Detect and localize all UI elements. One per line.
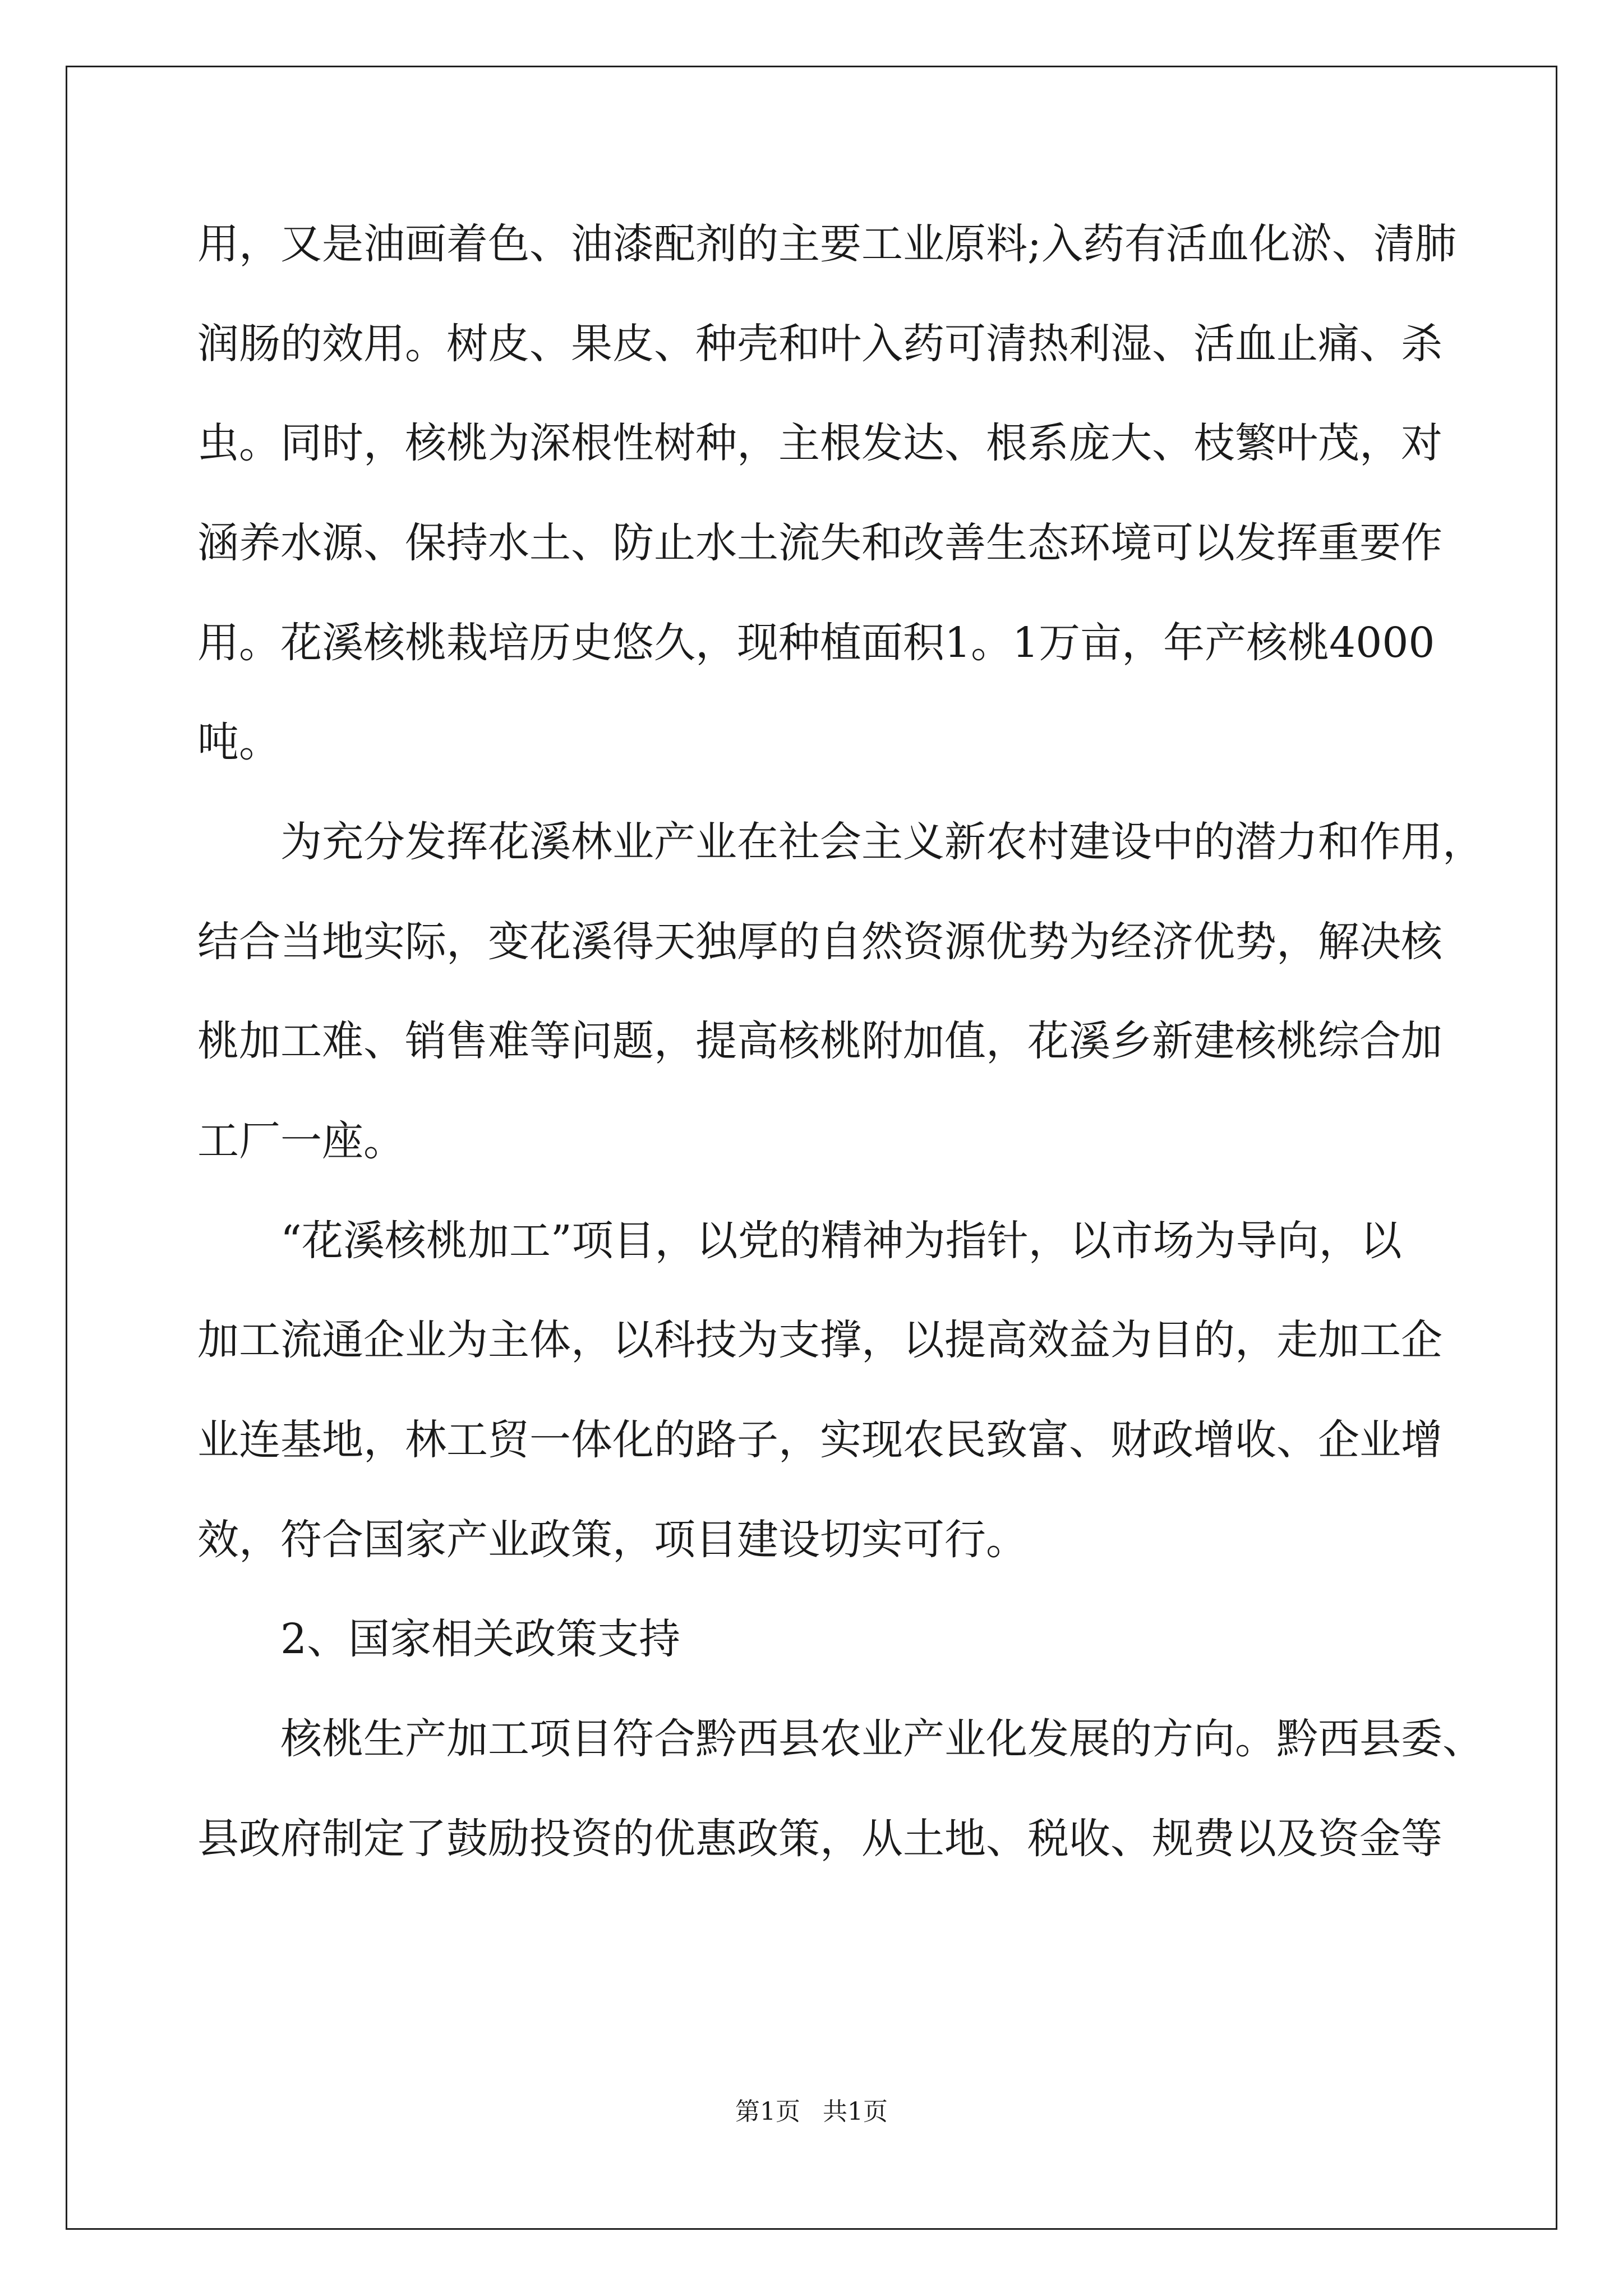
text-line: 业连基地，林工贸一体化的路子，实现农民致富、财政增收、企业增 xyxy=(197,1416,1442,1464)
text-line: 工厂一座。 xyxy=(197,1117,405,1165)
text-line: 吨。 xyxy=(197,718,280,766)
text-line: 核桃生产加工项目符合黔西县农业产业化发展的方向。黔西县委、 xyxy=(280,1715,1484,1763)
text-line: 虫。同时，核桃为深根性树种，主根发达、根系庞大、枝繁叶茂，对 xyxy=(197,419,1442,467)
page-number-total: 共1页 xyxy=(823,2097,888,2126)
text-line: 润肠的效用。树皮、果皮、种壳和叶入药可清热利湿、活血止痛、杀 xyxy=(197,320,1442,368)
text-line: 效，符合国家产业政策，项目建设切实可行。 xyxy=(197,1516,1027,1564)
text-line: “花溪核桃加工”项目，以党的精神为指针，以市场为导向，以 xyxy=(280,1217,1402,1265)
page-number-current: 第1页 xyxy=(735,2097,800,2126)
text-line: 涵养水源、保持水土、防止水土流失和改善生态环境可以发挥重要作 xyxy=(197,519,1442,567)
text-line: 加工流通企业为主体，以科技为支撑，以提高效益为目的，走加工企 xyxy=(197,1316,1442,1364)
text-line: 用，又是油画着色、油漆配剂的主要工业原料;入药有活血化淤、清肺 xyxy=(197,220,1456,268)
text-line: 结合当地实际，变花溪得天独厚的自然资源优势为经济优势，解决核 xyxy=(197,918,1442,966)
text-line: 县政府制定了鼓励投资的优惠政策，从土地、税收、规费以及资金等 xyxy=(197,1815,1442,1863)
page-footer xyxy=(0,2095,1623,2129)
text-line: 桃加工难、销售难等问题，提高核桃附加值，花溪乡新建核桃综合加 xyxy=(197,1017,1442,1065)
text-line: 用。花溪核桃栽培历史悠久，现种植面积1。1万亩，年产核桃4000 xyxy=(197,619,1435,667)
section-heading: 2、国家相关政策支持 xyxy=(280,1615,681,1663)
text-line: 为充分发挥花溪林业产业在社会主义新农村建设中的潜力和作用， xyxy=(280,818,1484,866)
